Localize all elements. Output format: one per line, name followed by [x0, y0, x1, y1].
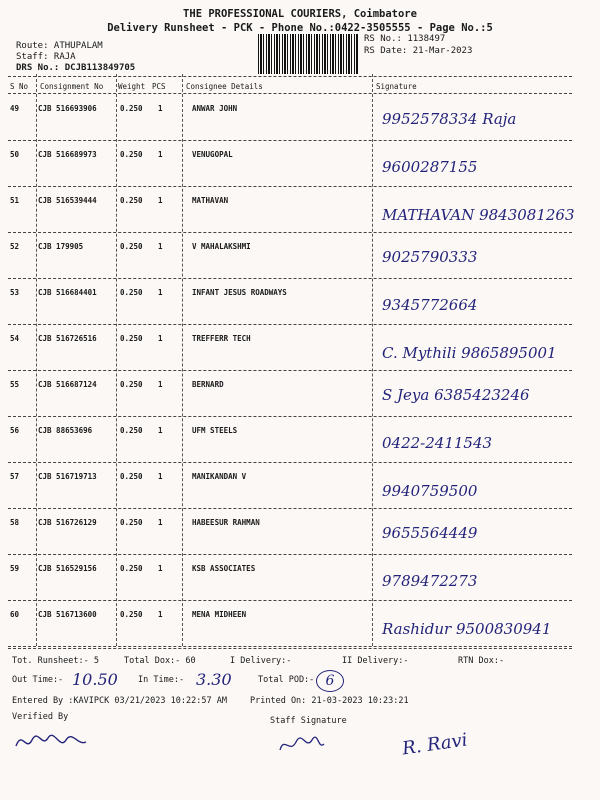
- row-consignee: UFM STEELS: [192, 426, 238, 435]
- i-delivery: I Delivery:-: [230, 656, 292, 666]
- row-divider: [8, 140, 572, 141]
- row-weight: 0.250: [120, 150, 143, 159]
- table-row: [0, 556, 600, 602]
- row-signature: 0422-2411543: [382, 434, 493, 452]
- row-pcs: 1: [158, 242, 163, 251]
- row-consignment-no: CJB 516713600: [38, 610, 97, 619]
- table-row: [0, 326, 600, 372]
- rtn-dox: RTN Dox:-: [458, 656, 505, 666]
- runsheet-title: Delivery Runsheet - PCK - Phone No.:0422-3505555 - Page No.:5: [107, 22, 493, 34]
- table-row: [0, 188, 600, 234]
- row-divider: [8, 416, 572, 417]
- row-consignment-no: CJB 516687124: [38, 380, 97, 389]
- ii-delivery: II Delivery:-: [342, 656, 409, 666]
- table-row: [0, 464, 600, 510]
- row-pcs: 1: [158, 196, 163, 205]
- row-signature: 9789472273: [382, 572, 478, 590]
- row-consignee: HABEESUR RAHMAN: [192, 518, 260, 527]
- bottom-signature: R. Ravi: [400, 729, 469, 760]
- row-pcs: 1: [158, 380, 163, 389]
- col-weight: Weight: [118, 82, 146, 91]
- staff-label: Staff: RAJA: [16, 52, 76, 62]
- col-consignment: Consignment No: [40, 82, 104, 91]
- row-sno: 50: [10, 150, 20, 159]
- total-pod-label: Total POD:-: [258, 675, 315, 685]
- row-weight: 0.250: [120, 288, 143, 297]
- row-consignment-no: CJB 516693906: [38, 104, 97, 113]
- row-pcs: 1: [158, 610, 163, 619]
- table-row: [0, 280, 600, 326]
- row-consignee: VENUGOPAL: [192, 150, 233, 159]
- row-pcs: 1: [158, 104, 163, 113]
- table-row: [0, 418, 600, 464]
- row-consignee: BERNARD: [192, 380, 224, 389]
- row-weight: 0.250: [120, 242, 143, 251]
- row-consignment-no: CJB 516529156: [38, 564, 97, 573]
- row-consignment-no: CJB 516719713: [38, 472, 97, 481]
- in-time-value: 3.30: [196, 670, 232, 689]
- row-divider: [8, 600, 572, 601]
- verified-by: Verified By: [12, 712, 69, 722]
- row-signature: 9345772664: [382, 296, 478, 314]
- row-divider: [8, 462, 572, 463]
- staff-signature: [276, 732, 326, 756]
- row-signature: 9952578334 Raja: [382, 110, 517, 128]
- drs-number: DRS No.: DCJB113849705: [16, 63, 136, 73]
- tot-runsheet: Tot. Runsheet:- 5: [12, 656, 99, 666]
- table-row: [0, 372, 600, 418]
- table-row: [0, 234, 600, 280]
- row-signature: 9025790333: [382, 248, 478, 266]
- barcode: [258, 34, 358, 74]
- row-consignee: MENA MIDHEEN: [192, 610, 247, 619]
- row-sno: 53: [10, 288, 20, 297]
- row-sno: 60: [10, 610, 20, 619]
- row-consignment-no: CJB 179905: [38, 242, 84, 251]
- row-signature: 9655564449: [382, 524, 478, 542]
- entered-by: Entered By :KAVIPCK 03/21/2023 10:22:57 AM: [12, 696, 227, 706]
- row-weight: 0.250: [120, 196, 143, 205]
- row-divider: [8, 278, 572, 279]
- row-signature: MATHAVAN 9843081263: [382, 206, 575, 224]
- rs-date: RS Date: 21-Mar-2023: [364, 46, 473, 56]
- staff-signature-label: Staff Signature: [270, 716, 347, 726]
- row-consignment-no: CJB 516539444: [38, 196, 97, 205]
- row-consignment-no: CJB 88653696: [38, 426, 93, 435]
- row-sno: 58: [10, 518, 20, 527]
- row-consignee: V MAHALAKSHMI: [192, 242, 251, 251]
- row-divider: [8, 370, 572, 371]
- table-row: [0, 602, 600, 648]
- row-weight: 0.250: [120, 610, 143, 619]
- row-signature: 9940759500: [382, 482, 478, 500]
- row-signature: C. Mythili 9865895001: [382, 344, 557, 362]
- row-divider: [8, 232, 572, 233]
- total-pod-value: 6: [316, 670, 344, 692]
- row-weight: 0.250: [120, 426, 143, 435]
- row-pcs: 1: [158, 426, 163, 435]
- row-sno: 51: [10, 196, 20, 205]
- row-signature: 9600287155: [382, 158, 478, 176]
- row-weight: 0.250: [120, 472, 143, 481]
- row-signature: S Jeya 6385423246: [382, 386, 530, 404]
- table-row: [0, 96, 600, 142]
- out-time-value: 10.50: [72, 670, 118, 689]
- row-divider: [8, 324, 572, 325]
- row-pcs: 1: [158, 288, 163, 297]
- route-label: Route: ATHUPALAM: [16, 41, 103, 51]
- row-consignee: MATHAVAN: [192, 196, 229, 205]
- col-pcs: PCS: [152, 82, 166, 91]
- row-consignment-no: CJB 516684401: [38, 288, 97, 297]
- row-consignee: INFANT JESUS ROADWAYS: [192, 288, 287, 297]
- total-dox: Total Dox:- 60: [124, 656, 196, 666]
- row-weight: 0.250: [120, 334, 143, 343]
- row-weight: 0.250: [120, 380, 143, 389]
- row-signature: Rashidur 9500830941: [382, 620, 552, 638]
- row-pcs: 1: [158, 150, 163, 159]
- footer-divider: [8, 648, 572, 649]
- row-pcs: 1: [158, 518, 163, 527]
- row-consignee: TREFFERR TECH: [192, 334, 251, 343]
- col-signature: Signature: [376, 82, 417, 91]
- row-divider: [8, 186, 572, 187]
- row-pcs: 1: [158, 472, 163, 481]
- col-sno: S No: [10, 82, 29, 91]
- row-pcs: 1: [158, 334, 163, 343]
- row-sno: 55: [10, 380, 20, 389]
- row-sno: 59: [10, 564, 20, 573]
- row-sno: 57: [10, 472, 20, 481]
- row-consignee: KSB ASSOCIATES: [192, 564, 256, 573]
- table-row: [0, 142, 600, 188]
- row-sno: 49: [10, 104, 20, 113]
- printed-on: Printed On: 21-03-2023 10:23:21: [250, 696, 409, 706]
- row-sno: 56: [10, 426, 20, 435]
- header-row-divider: [8, 93, 572, 94]
- row-weight: 0.250: [120, 564, 143, 573]
- table-row: [0, 510, 600, 556]
- row-consignment-no: CJB 516726516: [38, 334, 97, 343]
- row-sno: 52: [10, 242, 20, 251]
- row-divider: [8, 508, 572, 509]
- in-time-label: In Time:-: [138, 675, 185, 685]
- row-consignee: ANWAR JOHN: [192, 104, 238, 113]
- company-title: THE PROFESSIONAL COURIERS, Coimbatore: [183, 8, 417, 20]
- row-weight: 0.250: [120, 518, 143, 527]
- rs-number: RS No.: 1138497: [364, 34, 446, 44]
- verifier-signature: [12, 728, 92, 754]
- row-divider: [8, 554, 572, 555]
- row-weight: 0.250: [120, 104, 143, 113]
- col-consignee: Consignee Details: [186, 82, 263, 91]
- row-sno: 54: [10, 334, 20, 343]
- row-consignment-no: CJB 516689973: [38, 150, 97, 159]
- header-divider: [8, 76, 572, 77]
- row-consignee: MANIKANDAN V: [192, 472, 247, 481]
- out-time-label: Out Time:-: [12, 675, 64, 685]
- row-pcs: 1: [158, 564, 163, 573]
- row-consignment-no: CJB 516726129: [38, 518, 97, 527]
- row-divider: [8, 646, 572, 647]
